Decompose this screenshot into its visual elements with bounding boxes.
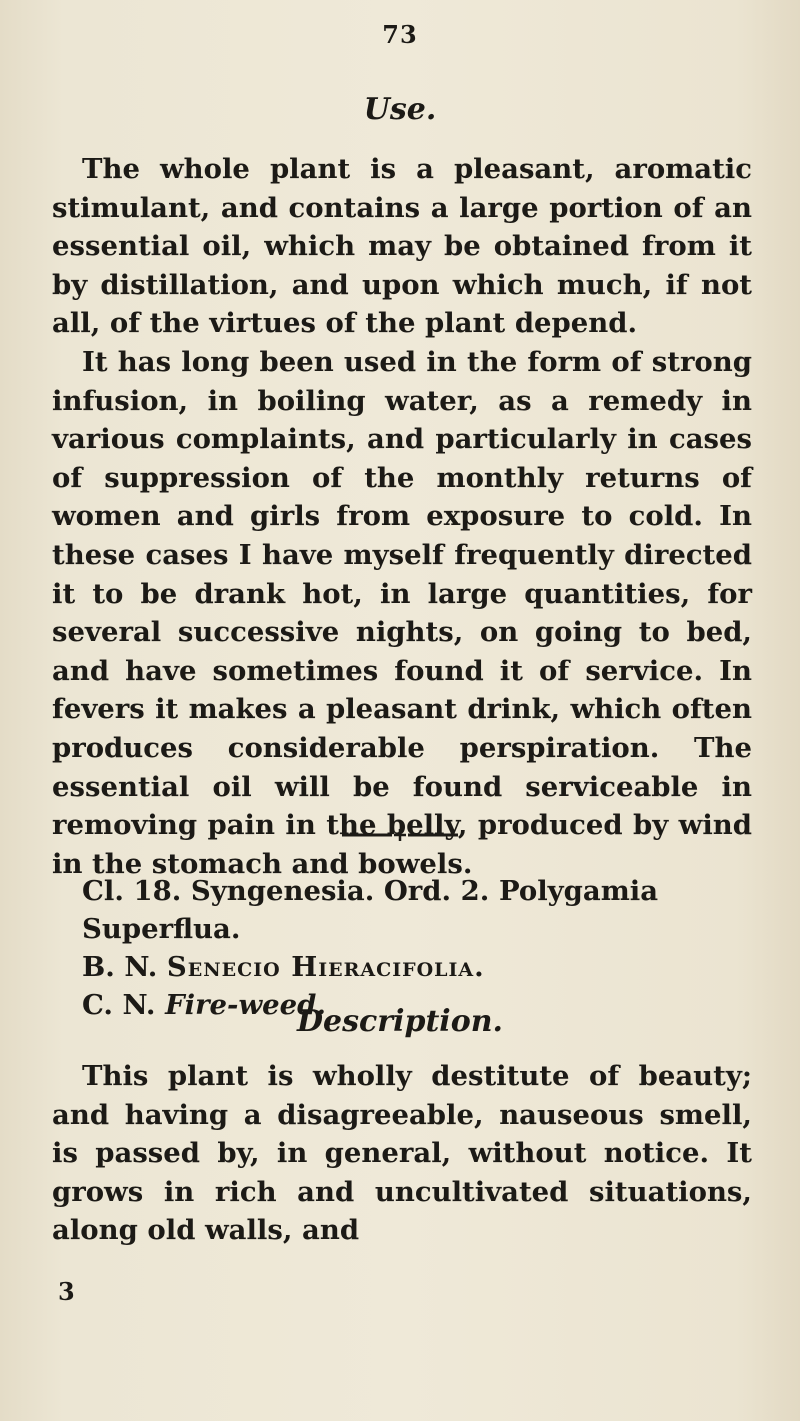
signature-mark: 3 xyxy=(58,1277,75,1306)
page-number: 73 xyxy=(382,20,418,49)
section-heading-use: Use. xyxy=(363,92,437,127)
paragraph: This plant is wholly destitute of beauty; and having a disagreeable, nauseous smell, is passed by, in general, without notice. It grows in rich and uncultivated situations, along old walls, and xyxy=(52,1060,752,1247)
common-name-prefix: C. N. xyxy=(82,989,156,1021)
use-section-text xyxy=(52,150,752,883)
linnaean-class-line: Cl. 18. Syngenesia. Ord. 2. Polygamia Superflua. xyxy=(82,875,659,945)
section-heading-description: Description. xyxy=(297,1004,503,1039)
paragraph: The whole plant is a pleasant, aromatic stimulant, and contains a large portion of an essential oil, which may be obtained from it by distillation, and upon which much, if not all, of the virtues of the plant depend. xyxy=(52,153,752,340)
paragraph: It has long been used in the form of strong infusion, in boiling water, as a remedy in various complaints, and particularly in cases of suppression of the monthly returns of women and girls from exposure to cold. In these cases I have myself frequently directed it to be drank hot, in large quantities, for several successive nights, on going to bed, and have sometimes found it of service. In fevers it makes a pleasant drink, which often produces considerable perspiration. The essential oil will be found serviceable in removing pain in the belly, produced by wind in the stomach and bowels. xyxy=(52,345,752,880)
botanical-name-prefix: B. N. xyxy=(82,951,158,983)
description-section-text xyxy=(52,1057,752,1250)
divider-ornament xyxy=(340,828,460,842)
classification-block xyxy=(52,872,752,1024)
botanical-name-line xyxy=(52,948,752,986)
botanical-name: Senecio Hieracifolia. xyxy=(166,951,485,983)
common-name: Fire-weed. xyxy=(165,989,326,1021)
